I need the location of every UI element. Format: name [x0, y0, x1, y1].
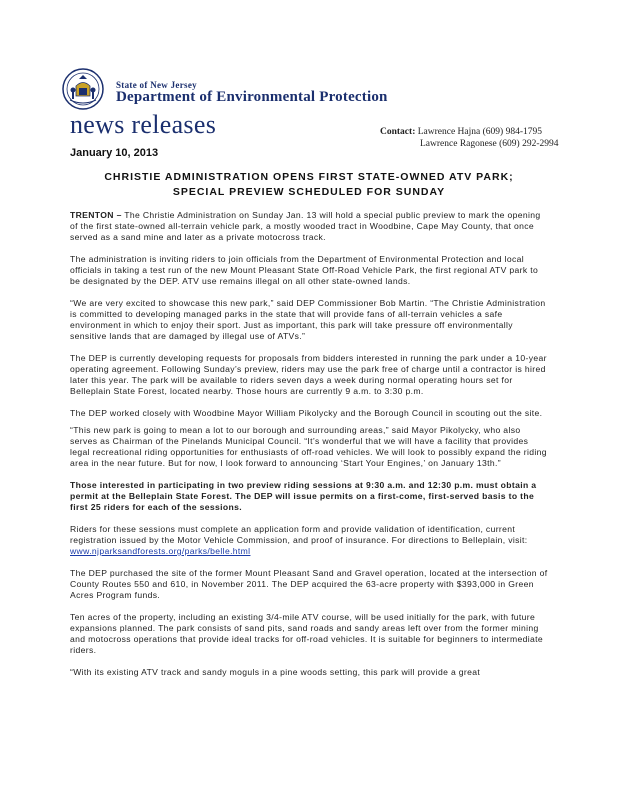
paragraph-3: “We are very excited to showcase this new park,” said DEP Commissioner Bob Martin. “The Christie Administration is committed to developing managed parks in the state that will provide fans of all-terrain vehicles a safe environment in which to enjoy their sport. Just as important, this park will take pressure off environmentally sensitive lands that are damaged by illegal use of ATVs.” [70, 298, 546, 341]
belleplain-directions-link[interactable]: www.njparksandforests.org/parks/belle.html [70, 546, 251, 556]
paragraph-8-text: Riders for these sessions must complete an application form and provide validation of identification, current registration issued by the Motor Vehicle Commission, and proof of insurance. For directions to Belleplain, visit: [70, 524, 528, 545]
contact-person-1: Lawrence Hajna (609) 984-1795 [417, 127, 542, 137]
paragraph-1-text: The Christie Administration on Sunday Jan. 13 will hold a special public preview to mark the opening of the first state-owned all-terrain vehicle park, a mostly wooded tract in Woodbine, Cape May County, that once served as a sand mine and later as a private motocross track. [70, 210, 541, 242]
contact-block [380, 126, 600, 150]
contact-label: Contact: [380, 127, 416, 137]
paragraph-5: The DEP worked closely with Woodbine Mayor William Pikolycky and the Borough Council in scouting out the site. [70, 408, 543, 418]
headline-line-1: CHRISTIE ADMINISTRATION OPENS FIRST STATE-OWNED ATV PARK; [104, 171, 514, 183]
headline-line-2: SPECIAL PREVIEW SCHEDULED FOR SUNDAY [172, 186, 446, 198]
nj-state-seal-icon [62, 68, 104, 110]
paragraph-1 [70, 210, 550, 243]
paragraph-6: “This new park is going to mean a lot to our borough and surrounding areas,” said Mayor Pikolycky, who also serves as Chairman of the Pinelands Municipal Council. “It’s wonderful that we will have a facility that provides legal recreational riding opportunities for enthusiasts of off-road vehicles. We will look to possibly expand the riding area in the near future. But for now, I look forward to announcing ‘Start Your Engines,’ on January 13th.” [70, 425, 547, 468]
paragraph-9: The DEP purchased the site of the former Mount Pleasant Sand and Gravel operation, located at the intersection of County Routes 550 and 610, in November 2011. The DEP acquired the 63-acre property with $393,000 in Green Acres Program funds. [70, 568, 548, 600]
department-name: Department of Environmental Protection [116, 89, 388, 105]
release-date: January 10, 2013 [70, 147, 159, 159]
headline [70, 170, 548, 200]
paragraph-8 [70, 524, 550, 557]
news-releases-title: news releases [70, 110, 217, 139]
paragraph-4: The DEP is currently developing requests for proposals from bidders interested in running the park under a 10-year operating agreement. Following Sunday’s preview, riders may use the park free of charge until a contractor is hired later this year. The park will be available to riders seven days a week during normal operating hours set for Belleplain State Forest, located nearby. Those hours are currently 9 a.m. to 3:30 p.m. [70, 353, 547, 396]
paragraph-2: The administration is inviting riders to join officials from the Department of Environmental Protection and local officials in taking a test run of the new Mount Pleasant State Off-Road Vehicle Park, the first regional ATV park to be designated by the DEP. ATV use remains illegal on all other state-owned lands. [70, 254, 539, 286]
paragraph-11: “With its existing ATV track and sandy moguls in a pine woods setting, this park will provide a great [70, 667, 481, 677]
article-body [70, 210, 550, 689]
contact-person-2: Lawrence Ragonese (609) 292-2994 [420, 139, 559, 149]
paragraph-10: Ten acres of the property, including an existing 3/4-mile ATV course, will be used initially for the park, with future expansions planned. The park consists of sand pits, sand roads and sandy areas left over from the former mining and motocross operations that provide ideal tracks for off-road vehicles. It is suitable for beginners to intermediate riders. [70, 612, 543, 655]
dateline: TRENTON – [70, 210, 122, 220]
state-of-new-jersey-label: State of New Jersey [116, 80, 197, 90]
paragraph-7-permit-notice: Those interested in participating in two preview riding sessions at 9:30 a.m. and 12:30 p.m. must obtain a permit at the Belleplain State Forest. The DEP will issue permits on a first-come, first-served basis to the first 25 riders for each of the sessions. [70, 480, 537, 512]
